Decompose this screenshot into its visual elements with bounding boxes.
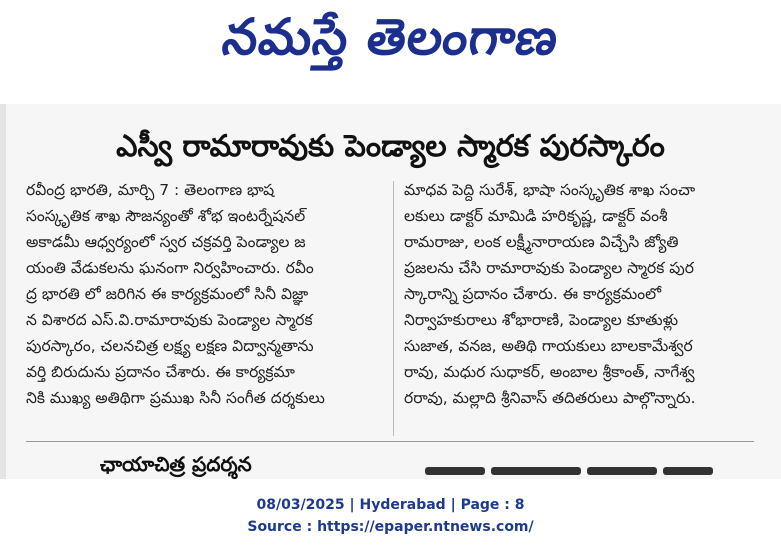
text-line: స్కారాన్ని ప్రదానం చేశారు. ఈ కార్యక్రమంలో	[404, 285, 662, 303]
text-line: యంతి వేడుకలను ఘనంగా నిర్వహించారు. రవీం	[26, 259, 314, 277]
footer-date-location: 08/03/2025 | Hyderabad | Page : 8	[256, 497, 525, 513]
text-line: రవీంద్ర భారతి, మార్చి 7 : తెలంగాణ భాష	[26, 181, 275, 199]
text-line: లకులు డాక్టర్ మామిడి హరికృష్ణ, డాక్టర్ వంశీ	[404, 207, 668, 225]
text-line: ప్రజలను చేసి రామారావుకు పెండ్యాల స్మారక పుర	[404, 259, 694, 277]
text-line: రామరాజు, లంక లక్ష్మీనారాయణ విచ్చేసి జ్యోతి	[404, 233, 679, 251]
article-headline-box	[0, 124, 781, 170]
text-line: నికి ముఖ్య అతిథిగా ప్రముఖ సినీ సంగీత దర్శకులు	[26, 389, 325, 407]
column-divider	[393, 181, 394, 436]
text-line: అకాడమీ ఆధ్వర్యంలో స్వర చక్రవర్తి పెండ్యాల జ	[26, 233, 306, 251]
cropped-headline-fragment	[425, 462, 725, 476]
text-line: మాధవ పెద్ది సురేశ్, భాషా సంస్కృతిక శాఖ సంచా	[404, 181, 696, 199]
article-headline: ఎస్వీ రామారావుకు పెండ్యాల స్మారక పురస్కారం	[116, 129, 665, 164]
text-line: పురస్కారం, చలనచిత్ర లక్ష్య లక్షణ విద్వాన్మతాను	[26, 337, 314, 355]
article-column-right	[404, 177, 754, 411]
text-line: వర్తి బిరుదును ప్రదానం చేశారు. ఈ కార్యక్రమా	[26, 363, 295, 381]
text-line: సంస్కృతిక శాఖ సౌజన్యంతో శోభ ఇంటర్నేషనల్	[26, 207, 306, 225]
newspaper-masthead	[0, 0, 781, 78]
next-article-headline: ఛాయాచిత్ర ప్రదర్శన	[100, 452, 252, 476]
text-line: న విశారద ఎస్.వి.రామారావుకు పెండ్యాల స్మారక	[26, 311, 313, 329]
article-column-left	[26, 177, 386, 411]
text-line: రావు, మధుర సుధాకర్, అంబాల శ్రీకాంత్, నాగేశ్వ	[404, 363, 695, 381]
masthead-title: నమస్తే తెలంగాణ	[218, 8, 563, 66]
text-line: నిర్వాహకురాలు శోభారాణి, పెండ్యాల కూతుళ్లు	[404, 311, 679, 329]
section-divider	[26, 441, 754, 442]
page-footer	[0, 494, 781, 538]
footer-source: Source : https://epaper.ntnews.com/	[247, 519, 534, 535]
text-line: సుజాత, వనజ, అతిథి గాయకులు బాలకామేశ్వర	[404, 337, 693, 355]
text-line: ద్ర భారతి లో జరిగిన ఈ కార్యక్రమంలో సినీ విజ్ఞా	[26, 285, 309, 303]
text-line: రరావు, మల్లాది శ్రీనివాస్ తదితరులు పాల్గొన్నారు.	[404, 389, 696, 407]
